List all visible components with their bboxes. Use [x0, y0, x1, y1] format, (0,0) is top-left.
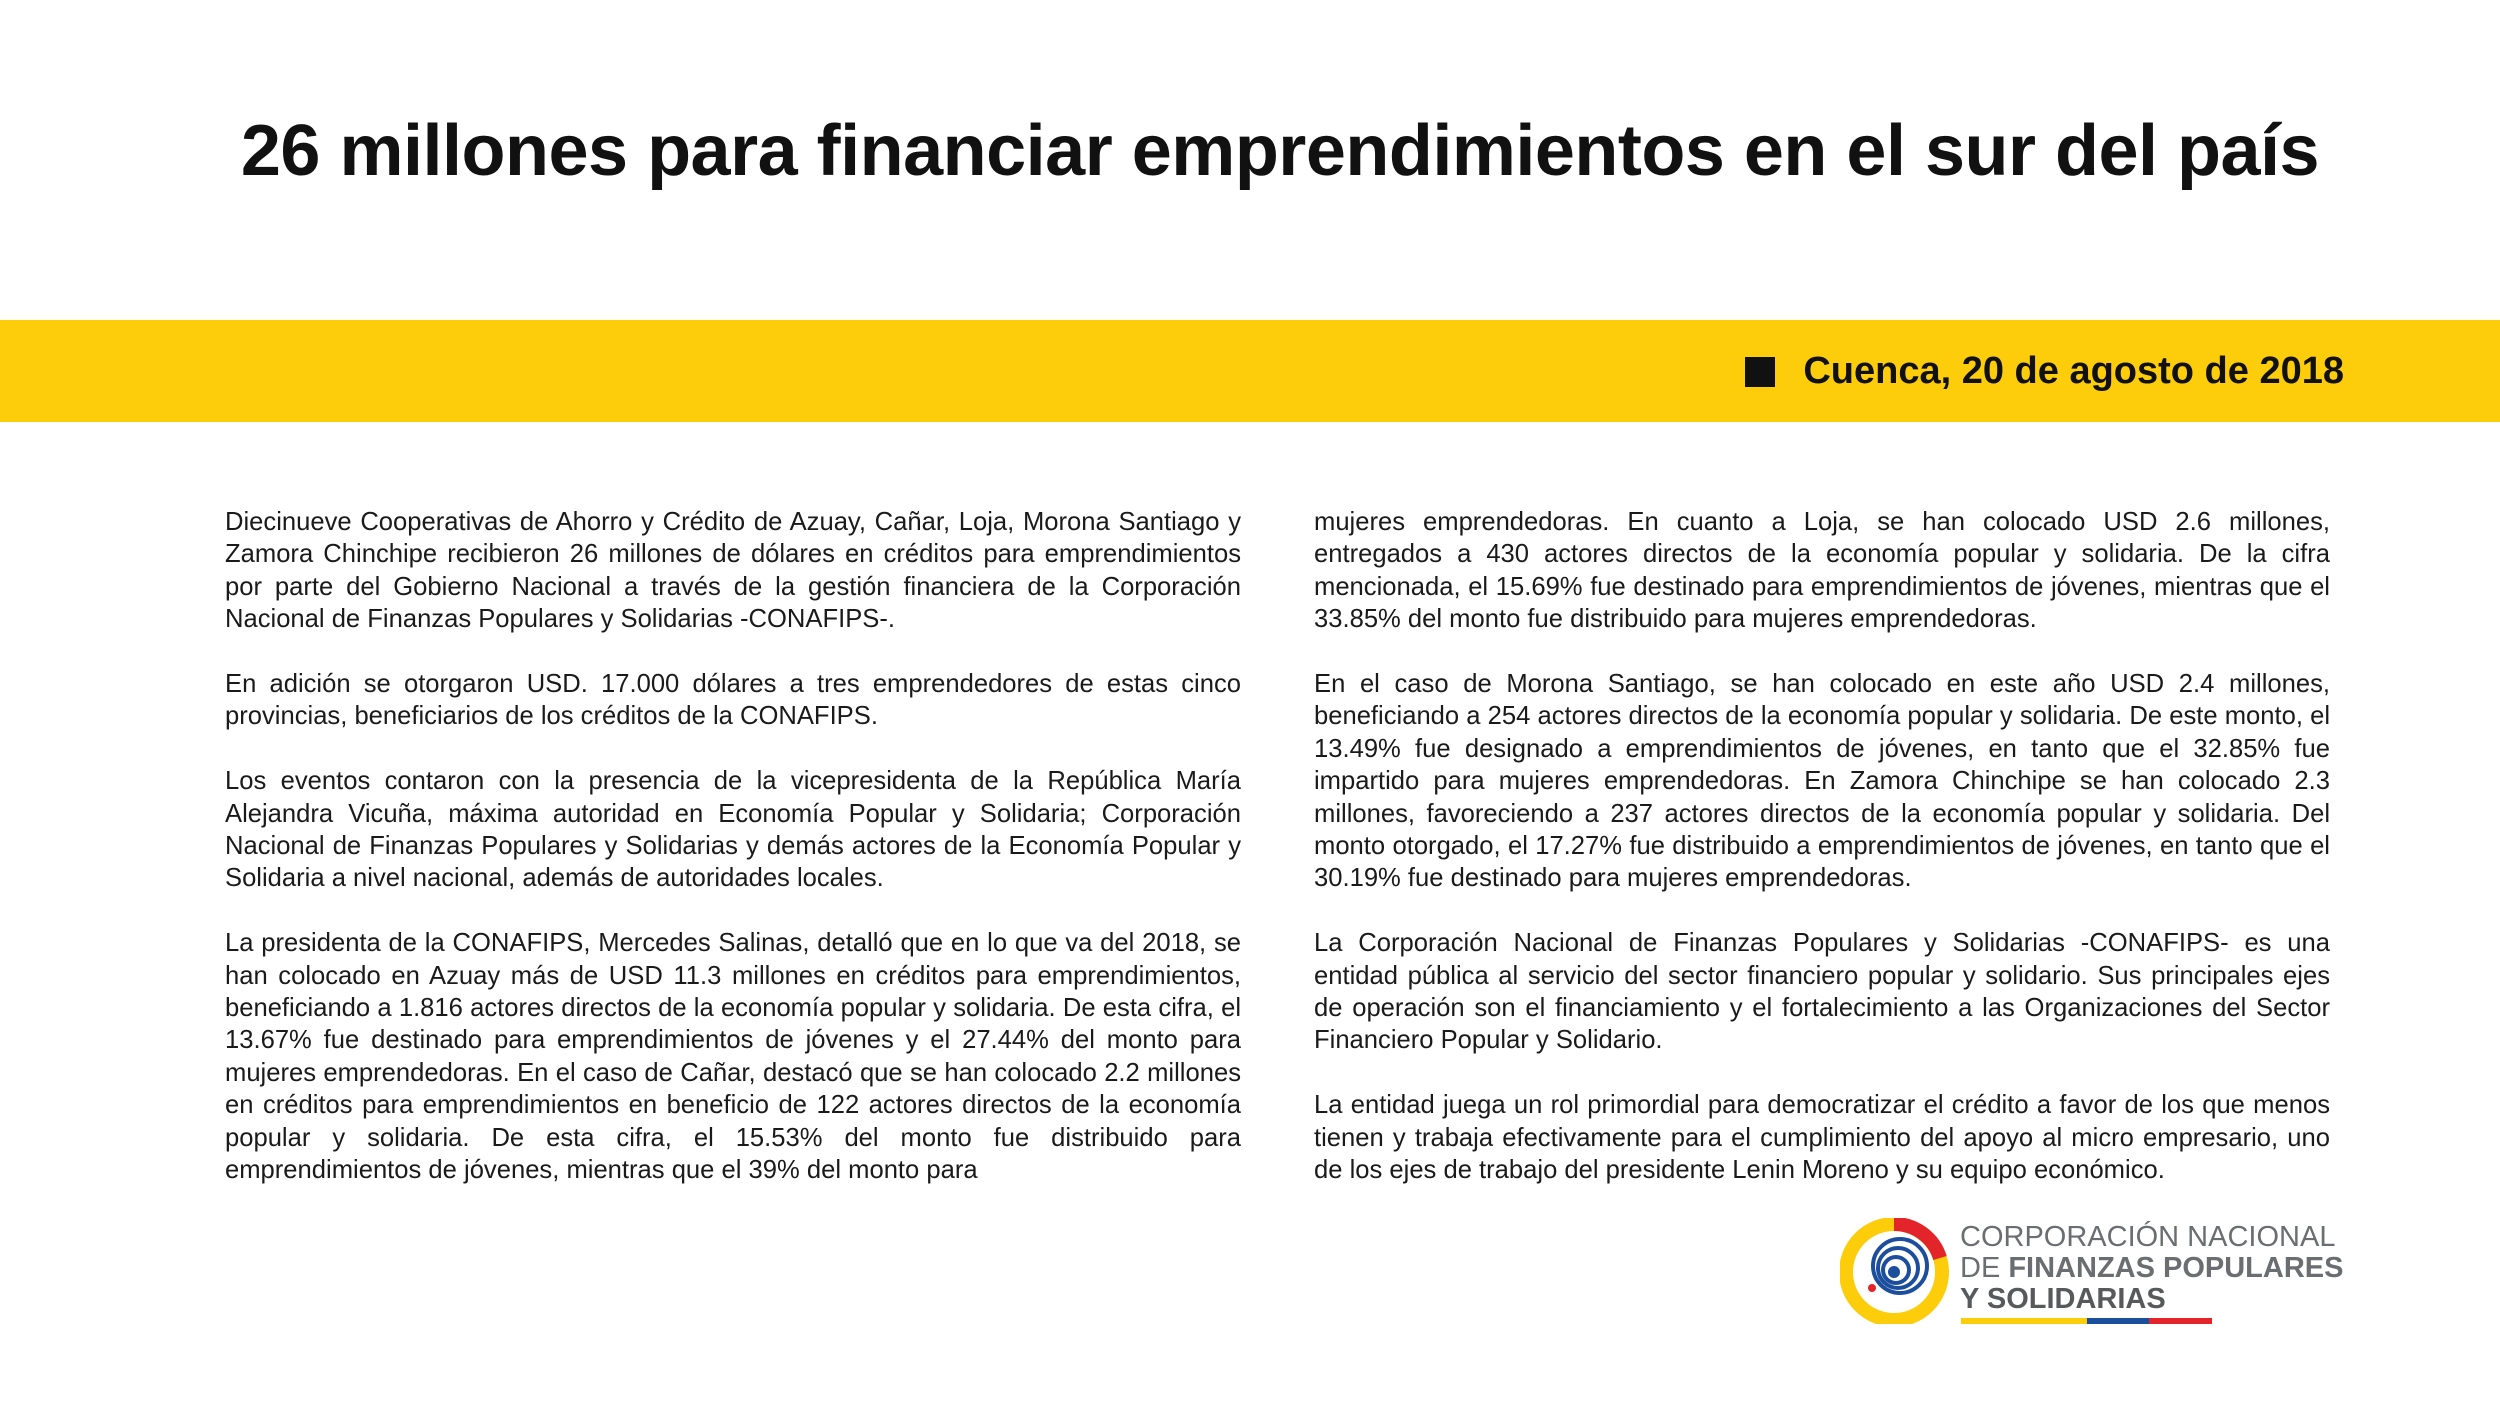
logo-line-2: DE FINANZAS POPULARES — [1960, 1252, 2344, 1284]
paragraph: En el caso de Morona Santiago, se han colocado en este año USD 2.4 millones, beneficiando a 254 actores directos de la economía popular y solidaria. De este monto, el 13.49% fue designado a emprendimientos de jóvenes, en tanto que el 32.85% fue impartido para mujeres emprendedoras. En Zamora Chinchipe se han colocado 2.3 millones, favoreciendo a 237 actores directos de la economía popular y solidaria. Del monto otorgado, el 17.27% fue distribuido a emprendimientos de jóvenes, en tanto que el 30.19% fue destinado para mujeres emprendedoras. — [1314, 670, 2330, 893]
page-title: 26 millones para financiar emprendimientos en el sur del país — [240, 111, 2320, 191]
flag-red — [2149, 1318, 2212, 1324]
paragraph: La Corporación Nacional de Finanzas Populares y Solidarias -CONAFIPS- es una entidad pública al servicio del sector financiero popular y solidario. Sus principales ejes de operación son el financiamiento y el fortalecimiento a las Organizaciones del Sector Financiero Popular y Solidario. — [1314, 929, 2330, 1055]
logo-text — [1960, 1222, 2343, 1315]
paragraph: En adición se otorgaron USD. 17.000 dólares a tres emprendedores de estas cinco provincias, beneficiarios de los créditos de la CONAFIPS. — [225, 670, 1241, 731]
conafips-logo — [1840, 1218, 2360, 1324]
flag-blue — [2087, 1318, 2150, 1324]
paragraph: La presidenta de la CONAFIPS, Mercedes Salinas, detalló que en lo que va del 2018, se han colocado en Azuay más de USD 11.3 millones en créditos para emprendimientos, beneficiando a 1.816 actores directos de la economía popular y solidaria. De esta cifra, el 13.67% fue destinado para emprendimientos de jóvenes y el 27.44% del monto para mujeres emprendedoras. En el caso de Cañar, destacó que se han colocado 2.2 millones en créditos para emprendimientos en beneficio de 122 actores directos de la economía popular y solidaria. De esta cifra, el 15.53% del monto fue distribuido para emprendimientos de jóvenes, mientras que el 39% del monto para — [225, 929, 1241, 1185]
logo-line-1: CORPORACIÓN NACIONAL — [1960, 1221, 2336, 1253]
paragraph: Los eventos contaron con la presencia de la vicepresidenta de la República María Alejandra Vicuña, máxima autoridad en Economía Popular y Solidaria; Corporación Nacional de Finanzas Populares y Solidarias y demás actores de la Economía Popular y Solidaria a nivel nacional, además de autoridades locales. — [225, 767, 1241, 893]
paragraph: Diecinueve Cooperativas de Ahorro y Crédito de Azuay, Cañar, Loja, Morona Santiago y Zamora Chinchipe recibieron 26 millones de dólares en créditos para emprendimientos por parte del Gobierno Nacional a través de la gestión financiera de la Corporación Nacional de Finanzas Populares y Solidarias -CONAFIPS-. — [225, 508, 1241, 634]
flag-stripe — [1961, 1318, 2212, 1324]
body-column-left — [225, 506, 1241, 1219]
dateline — [1745, 350, 2344, 393]
flag-yellow — [1961, 1318, 2087, 1324]
dateline-text: Cuenca, 20 de agosto de 2018 — [1803, 350, 2344, 392]
body-column-right — [1314, 506, 2330, 1219]
paragraph: La entidad juega un rol primordial para democratizar el crédito a favor de los que menos tienen y trabaja efectivamente para el cumplimiento del apoyo al micro empresario, uno de los ejes de trabajo del presidente Lenin Moreno y su equipo económico. — [1314, 1091, 2330, 1185]
paragraph: mujeres emprendedoras. En cuanto a Loja, se han colocado USD 2.6 millones, entregados a 430 actores directos de la economía popular y solidaria. De la cifra mencionada, el 15.69% fue destinado para emprendimientos de jóvenes, mientras que el 33.85% del monto fue distribuido para mujeres emprendedoras. — [1314, 508, 2330, 634]
square-bullet-icon — [1745, 357, 1775, 387]
logo-line-3: Y SOLIDARIAS — [1960, 1283, 2166, 1315]
conafips-spiral-logo-icon — [1840, 1218, 1952, 1324]
